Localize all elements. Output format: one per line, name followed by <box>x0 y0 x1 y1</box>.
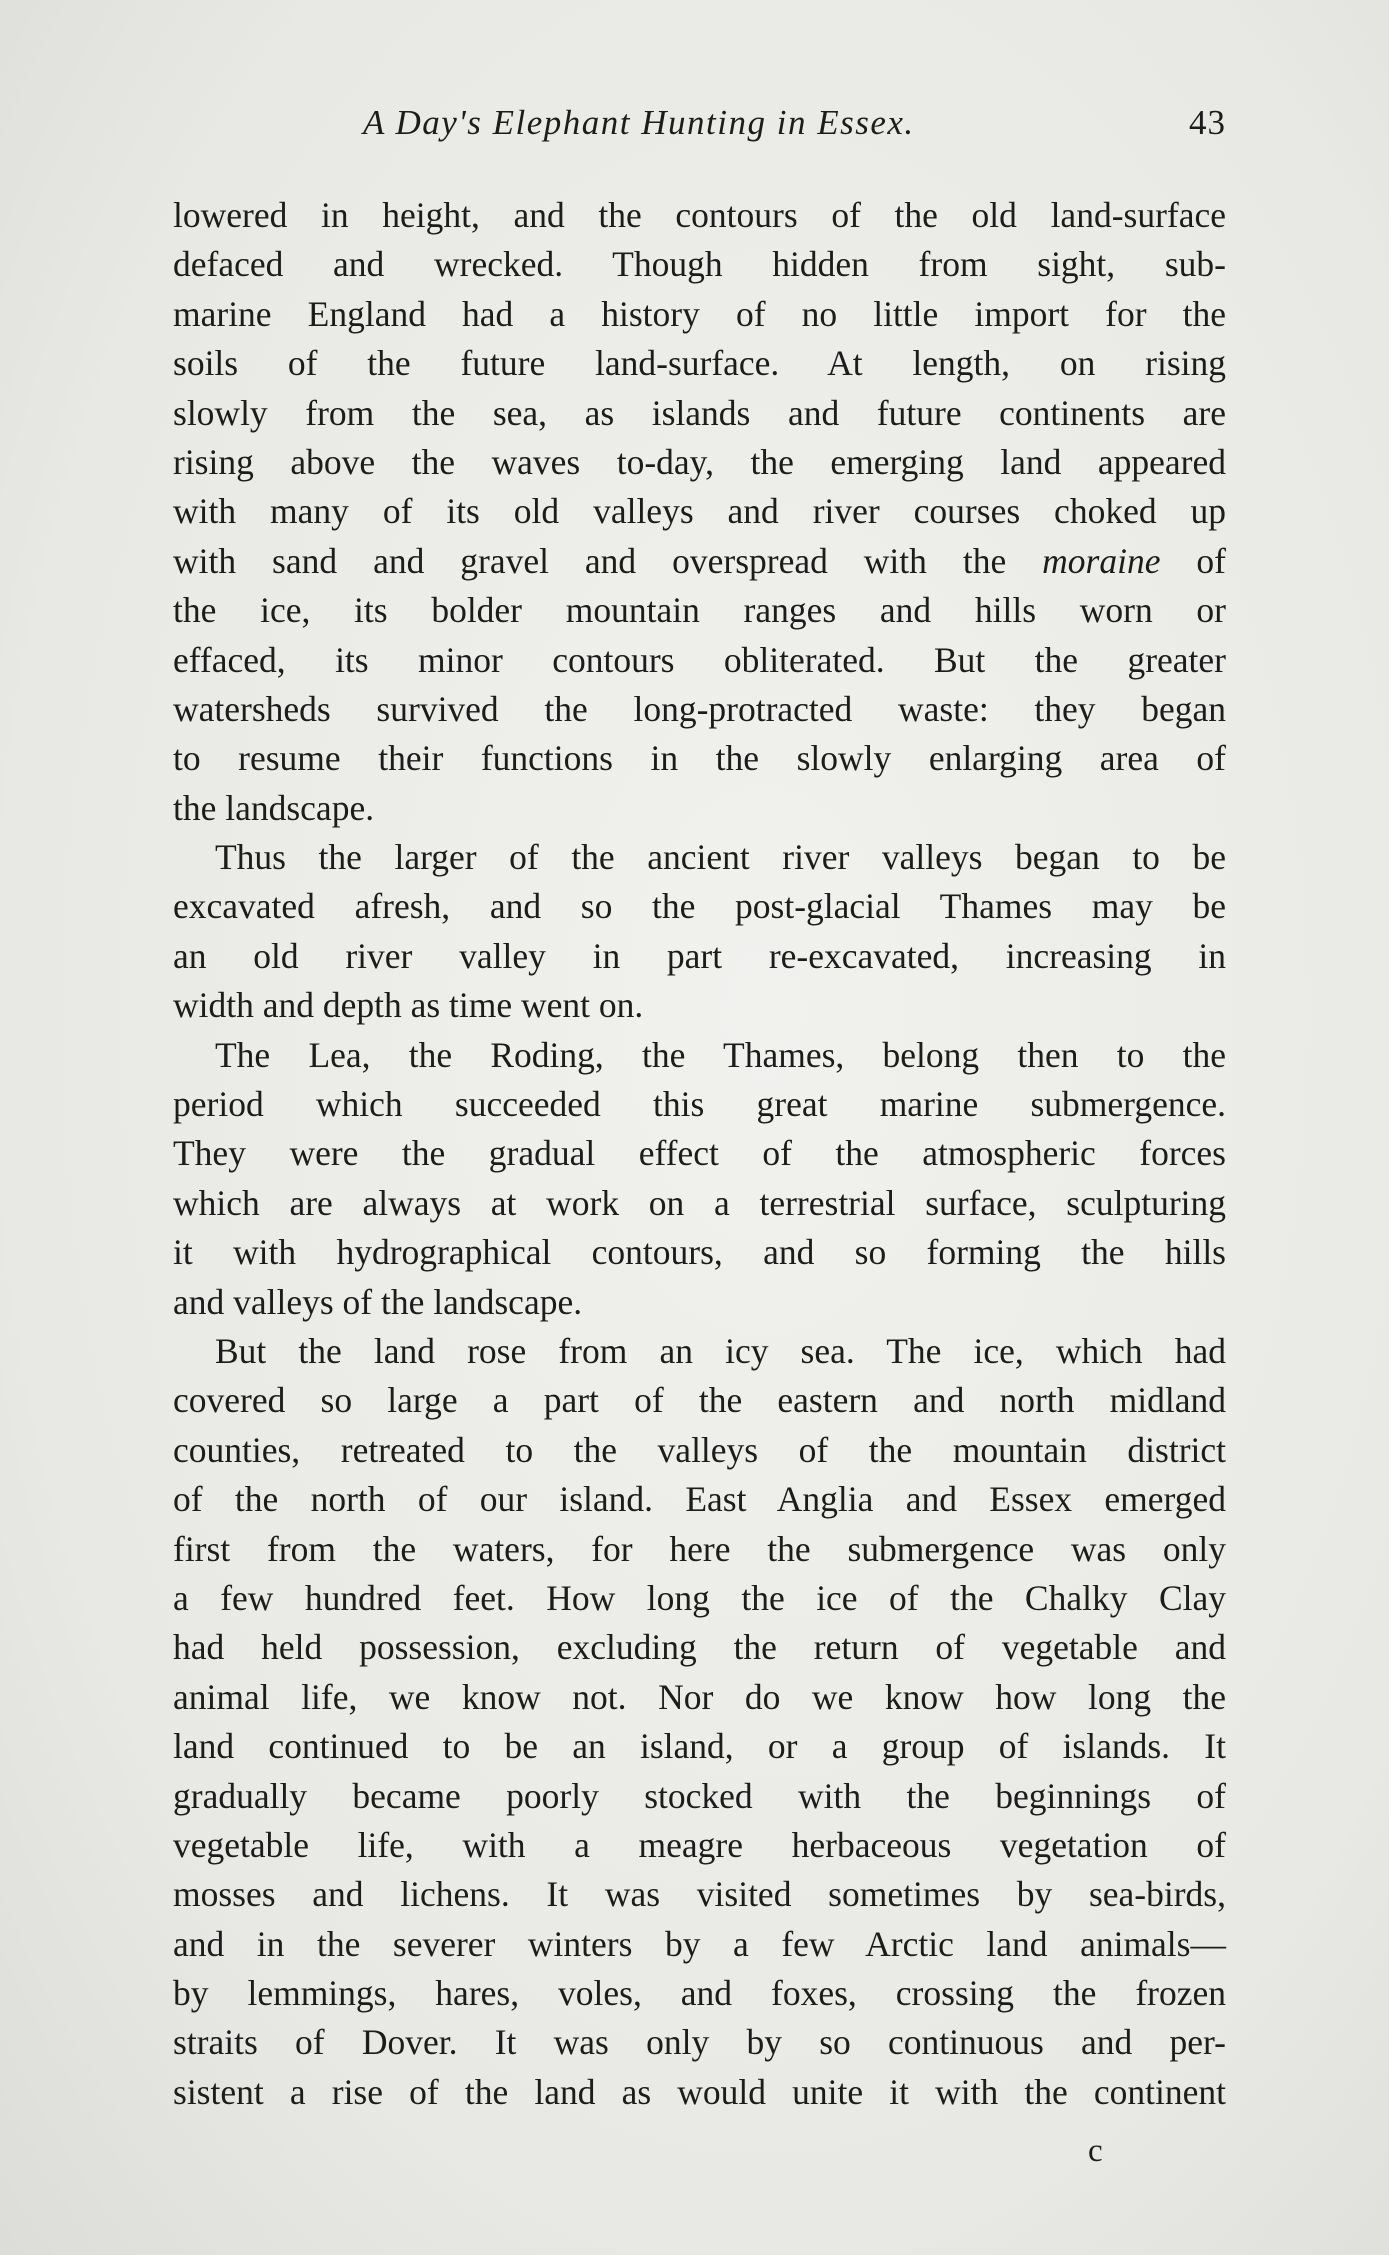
text-line: effaced, its minor contours obliterated. But the greater <box>173 639 1226 680</box>
page-number: 43 <box>1189 103 1226 142</box>
paragraph-end-line: the landscape. <box>173 787 375 828</box>
text-line: land continued to be an island, or a group of islands. It <box>173 1726 1226 1767</box>
paragraph-start-line: But the land rose from an icy sea. The ice, which had <box>215 1330 1226 1371</box>
signature-mark: c <box>1088 2133 1103 2169</box>
text-line: excavated afresh, and so the post-glacial Thames may be <box>173 886 1226 927</box>
text-line: had held possession, excluding the return of vegetable and <box>173 1627 1226 1668</box>
paragraph-start-line: Thus the larger of the ancient river valleys began to be <box>215 837 1226 878</box>
text-segment: of <box>1160 540 1226 581</box>
text-line: gradually became poorly stocked with the beginnings of <box>173 1775 1226 1816</box>
text-line: They were the gradual effect of the atmospheric forces <box>173 1133 1226 1174</box>
text-line: animal life, we know not. Nor do we know how long the <box>173 1676 1226 1717</box>
text-line: of the north of our island. East Anglia and Essex emerged <box>173 1479 1226 1520</box>
text-line: mosses and lichens. It was visited sometimes by sea-birds, <box>173 1874 1226 1915</box>
text-line: first from the waters, for here the submergence was only <box>173 1528 1226 1569</box>
text-line: a few hundred feet. How long the ice of the Chalky Clay <box>173 1577 1226 1618</box>
running-title: A Day's Elephant Hunting in Essex. <box>363 103 915 142</box>
text-line: lowered in height, and the contours of the old land-surface <box>173 195 1226 235</box>
text-line: vegetable life, with a meagre herbaceous vegetation of <box>173 1824 1226 1865</box>
paragraph-end-line: and valleys of the landscape. <box>173 1281 583 1322</box>
text-line: it with hydrographical contours, and so forming the hills <box>173 1232 1226 1273</box>
text-line: by lemmings, hares, voles, and foxes, crossing the frozen <box>173 1973 1226 2014</box>
text-segment: with sand and gravel and overspread with the <box>173 540 1043 581</box>
text-line: the ice, its bolder mountain ranges and hills worn or <box>173 590 1226 631</box>
text-line: rising above the waves to-day, the emerging land appeared <box>173 441 1226 482</box>
running-header <box>173 103 1226 153</box>
text-line: an old river valley in part re-excavated, increasing in <box>173 935 1226 976</box>
text-line: to resume their functions in the slowly enlarging area of <box>173 738 1226 779</box>
italic-term: moraine <box>1042 540 1161 581</box>
text-line: slowly from the sea, as islands and future continents are <box>173 392 1226 433</box>
text-line: period which succeeded this great marine submergence. <box>173 1084 1226 1125</box>
paragraph-start-line: The Lea, the Roding, the Thames, belong then to the <box>215 1034 1226 1075</box>
text-line: defaced and wrecked. Though hidden from sight, sub- <box>173 244 1226 285</box>
text-line: watersheds survived the long-protracted waste: they began <box>173 688 1226 729</box>
text-line: which are always at work on a terrestrial surface, sculpturing <box>173 1182 1226 1223</box>
text-line: and in the severer winters by a few Arctic land animals— <box>173 1923 1226 1964</box>
text-line: with many of its old valleys and river courses choked up <box>173 491 1226 532</box>
text-line: soils of the future land-surface. At length, on rising <box>173 343 1226 384</box>
text-line: straits of Dover. It was only by so continuous and per- <box>173 2022 1226 2063</box>
paragraph-end-line: width and depth as time went on. <box>173 985 644 1026</box>
text-line <box>173 537 1226 586</box>
body-text <box>173 191 1226 2117</box>
text-line: counties, retreated to the valleys of the mountain district <box>173 1429 1226 1470</box>
text-line: covered so large a part of the eastern and north midland <box>173 1380 1226 1421</box>
text-line: marine England had a history of no little import for the <box>173 293 1226 334</box>
text-line: sistent a rise of the land as would unite it with the continent <box>173 2071 1226 2112</box>
